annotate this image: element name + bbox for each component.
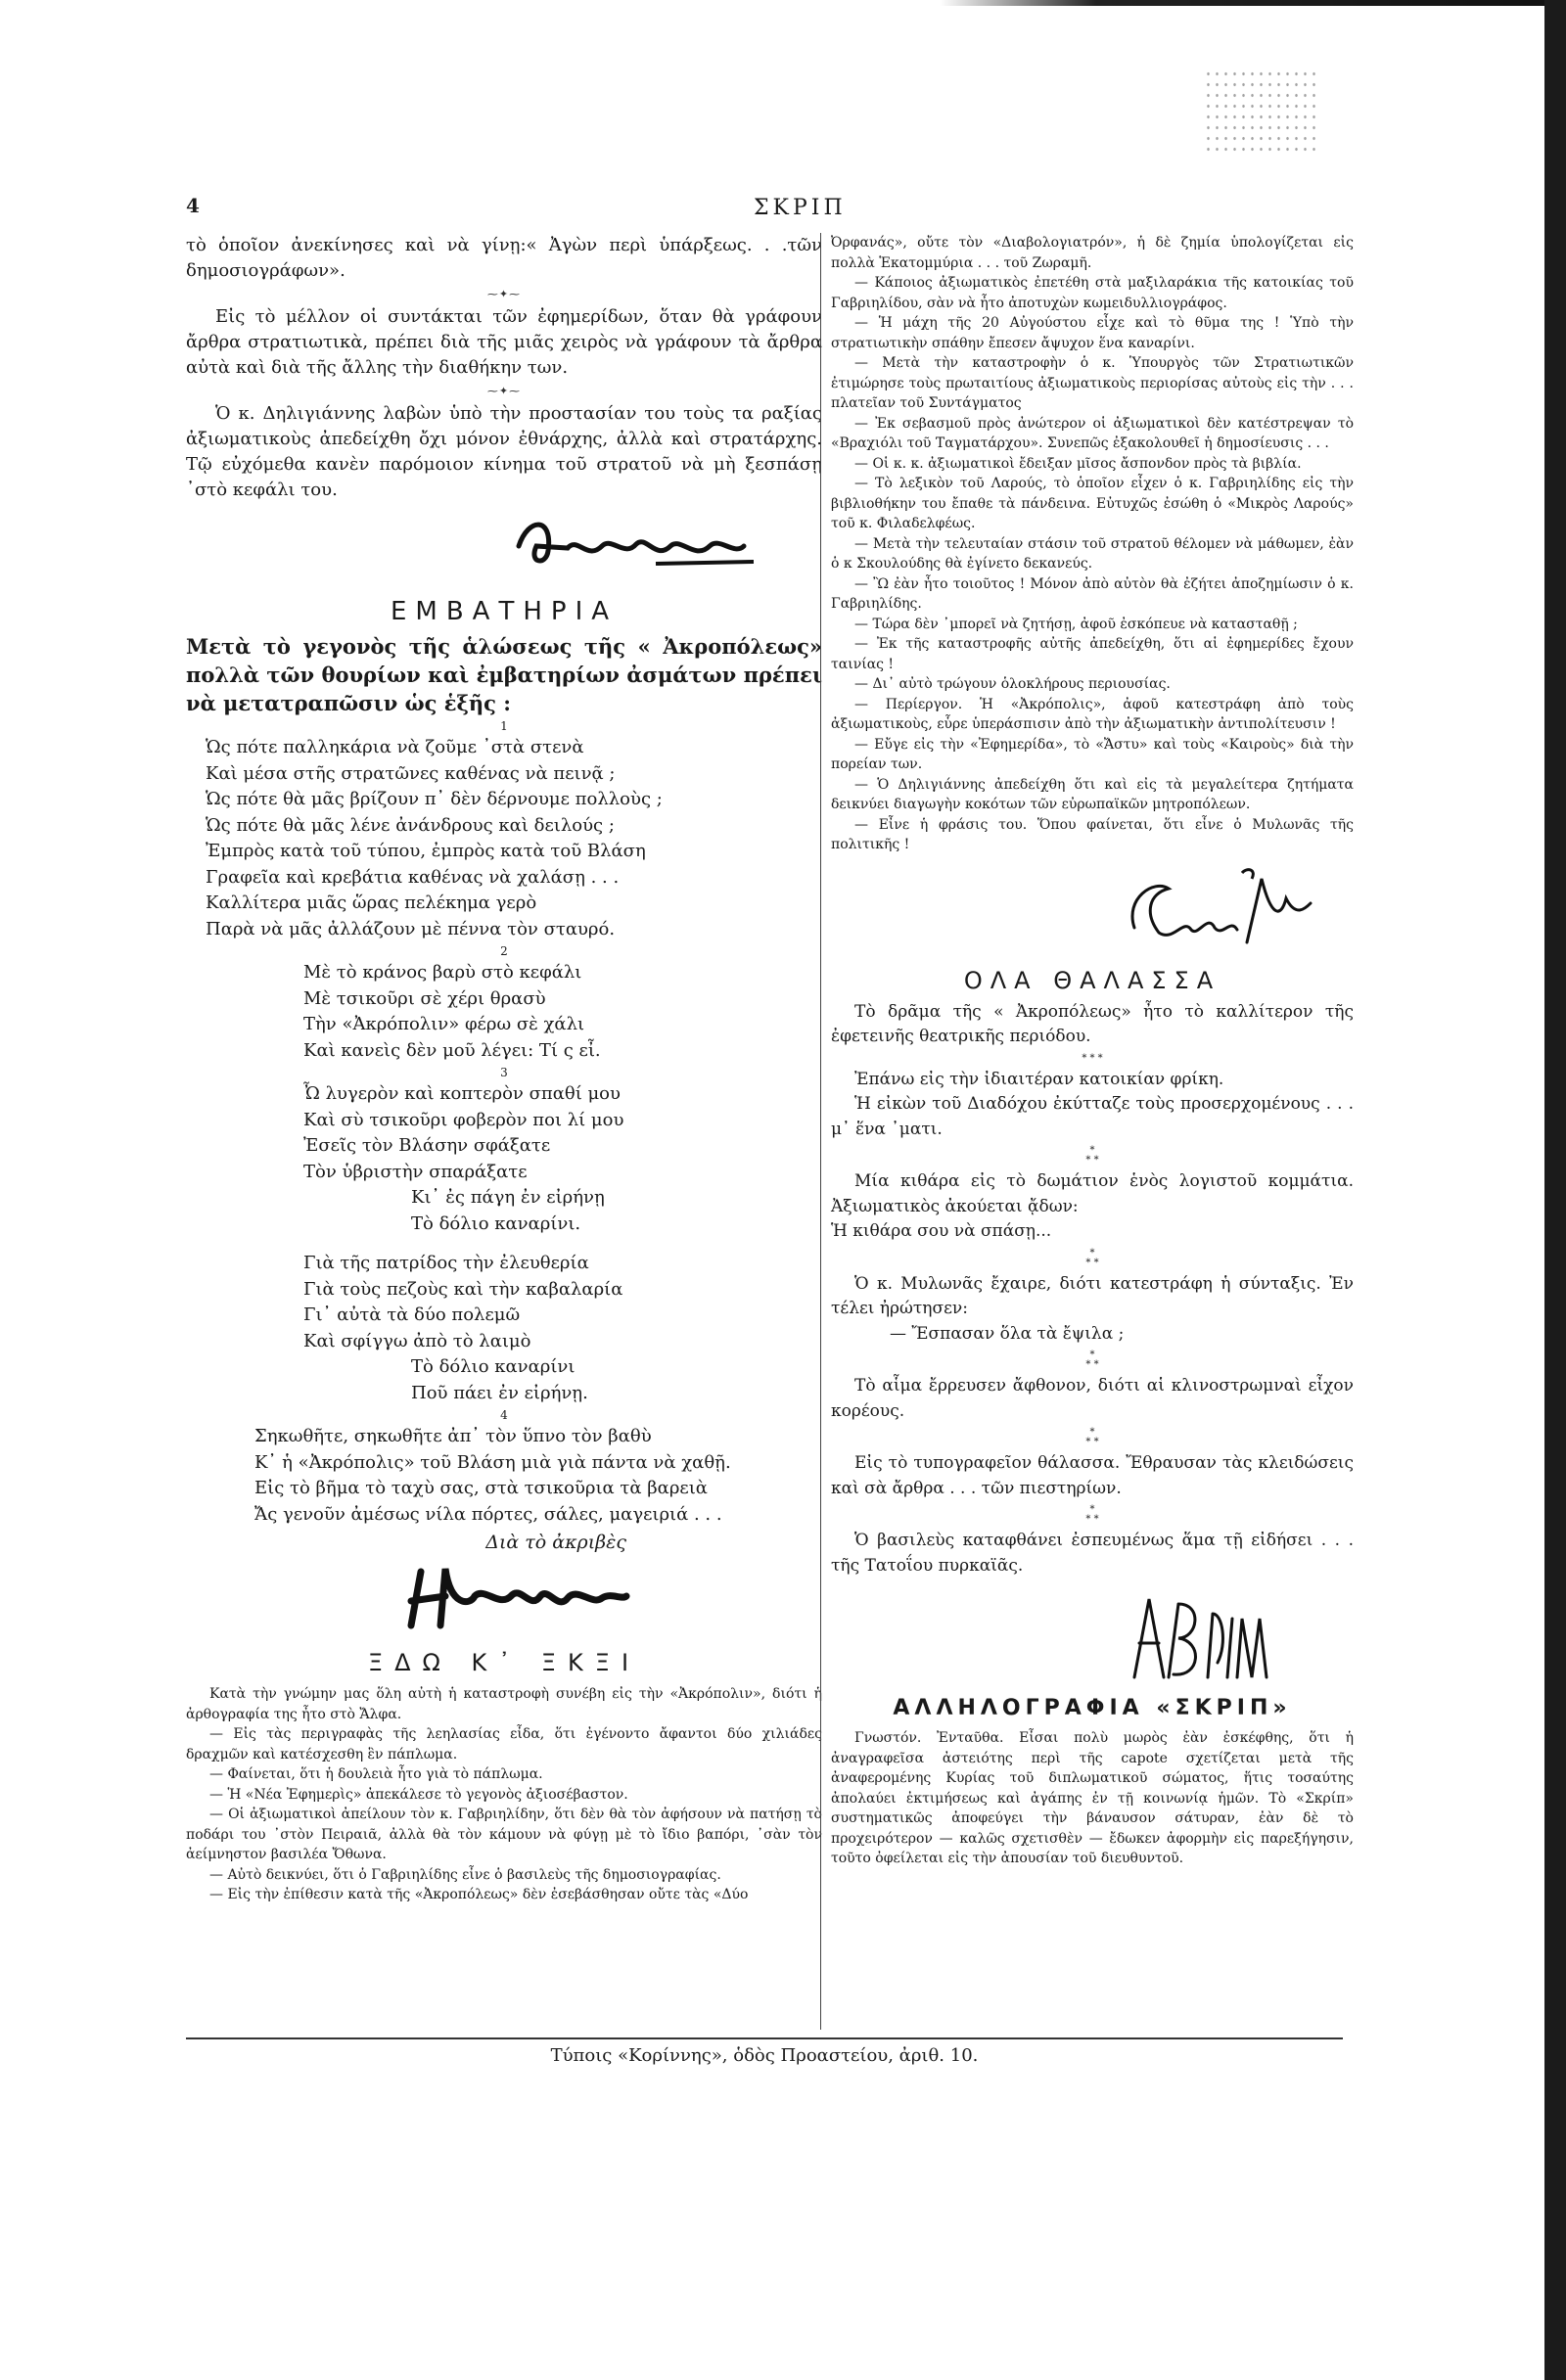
intro-text: τὸ ὁποῖον ἀνεκίνησες καὶ νὰ γίνῃ:« Ἀγὼν περὶ ὑπάρξεως. . .τῶν δημοσιογράφων». [186, 235, 822, 281]
section-title: ΟΛΑ ΘΑΛΑΣΣΑ [963, 966, 1221, 994]
verse-line: Ὡς πότε θὰ μᾶς βρίζουν π᾽ δὲν δέρνουμε πολλοὺς ; [206, 789, 663, 809]
news-item: — Μετὰ τὴν καταστροφὴν ὁ κ. Ὑπουργὸς τῶν Στρατιωτικῶν ἐτιμώρησε τοὺς πρωταιτίους ἀξιωματικοὺς περιορίσας αὐτοὺς εἰς τὴν . . . πλατεῖαν τοῦ Συντάγματος [831, 355, 1354, 411]
star-divider: * * * [1082, 1052, 1103, 1064]
verse-line: Μὲ τὸ κράνος βαρὺ στὸ κεφάλι [303, 962, 582, 983]
stanza-4 [186, 1424, 822, 1528]
verse-line: Καλλίτερα μιᾶς ὥρας πελέκημα γερὸ [206, 892, 537, 913]
news-item: — Ἡ «Νέα Ἐφημερὶς» ἀπεκάλεσε τὸ γεγονὸς ἀξιοσέβαστον. [209, 1786, 628, 1803]
paragraph: Τὸ δρᾶμα τῆς « Ἀκροπόλεως» ἦτο τὸ καλλίτερον τῆς ἐφετεινῆς θεατρικῆς περιόδου. [831, 1001, 1354, 1046]
page-number: 4 [186, 194, 200, 217]
stanza-1 [186, 735, 822, 942]
section-title: ΑΛΛΗΛΟΓΡΑΦΙΑ «ΣΚΡΙΠ» [893, 1696, 1292, 1720]
paragraph: Μία κιθάρα εἰς τὸ δωμάτιον ἑνὸς λογιστοῦ κομμάτια. Ἀξιωματικὸς ἀκούεται ᾄδων: [831, 1171, 1354, 1216]
signature-block [186, 503, 822, 593]
news-item: — Τὸ λεξικὸν τοῦ Λαρούς, τὸ ὁποῖον εἶχεν ὁ κ. Γαβριηλίδης εἰς τὴν βιβλιοθήκην του ἔπαθε τὰ πάνδεινα. Εὐτυχῶς ἐσώθη ὁ «Μικρὸς Λαρούς» τοῦ κ. Φιλαδελφέως. [831, 476, 1354, 531]
verse-line: Τὸν ὑβριστὴν σπαράξατε [303, 1161, 528, 1182]
verse-line: Τὸ δόλιο καναρίνι. [411, 1213, 581, 1234]
ornament-divider: ⁓✦⁓ [486, 385, 522, 397]
news-item: — Φαίνεται, ὅτι ἡ δουλειὰ ἦτο γιὰ τὸ πάπλωμα. [209, 1766, 543, 1782]
star-divider: * * * [1085, 1247, 1099, 1268]
verse-line: Εἰς τὸ βῆμα τὸ ταχὺ σας, στὰ τσικοῦρια τὰ βαρειὰ [254, 1478, 708, 1498]
news-item: — Εὔγε εἰς τὴν «Ἐφημερίδα», τὸ «Ἄστυ» καὶ τοὺς «Καιροὺς» διὰ τὴν πορείαν των. [831, 736, 1354, 772]
news-item: — Περίεργον. Ἡ «Ἀκρόπολις», ἀφοῦ κατεστράφη ἀπὸ τοὺς ἀξιωματικοὺς, εὗρε ὑπεράσπισιν ἀπὸ τὴν ἀξιωματικὴν ἀντιπολίτευσιν ! [831, 696, 1354, 732]
ornament-divider: ⁓✦⁓ [486, 288, 522, 300]
news-item: — Ἐκ σεβασμοῦ πρὸς ἀνώτερον οἱ ἀξιωματικοὶ δὲν κατέστρεψαν τὸ «Βραχιόλι τοῦ Ταγματάρχου». Συνεπῶς ἐξακολουθεῖ ἡ δημοσίευσις . . . [831, 415, 1354, 451]
star-divider: * * * [1085, 1504, 1099, 1525]
right-column [820, 233, 1354, 2030]
news-item: Κατὰ τὴν γνώμην μας ὅλη αὐτὴ ἡ καταστροφὴ συνέβη εἰς τὴν «Ἀκρόπολιν», διότι ἡ ἀρθογραφία της ἦτο στὸ Ἄλφα. [186, 1686, 822, 1722]
verse-line: Παρὰ νὰ μᾶς ἀλλάζουν μὲ πέννα τὸν σταυρό. [206, 918, 616, 939]
correspondence-text: Γνωστόν. Ἐνταῦθα. Εἶσαι πολὺ μωρὸς ἐὰν ἐσκέφθης, ὅτι ἡ ἀναγραφεῖσα ἀστειότης περὶ τῆς capote σχετίζεται μετὰ τῆς ἀναφερομένης Κυρίας τοῦ διπλωματικοῦ σώματος, ἥτις τοσαύτης ἀπολαύει ἐκτιμήσεως καὶ ἀγάπης ἐν τῇ κοινωνίᾳ ἡμῶν. Τὸ «Σκρίπ» συστηματικῶς ἀποφεύγει τὴν βάναυσον σάτυραν, ἐὰν δὲ τὸ προχειρότερον — καλῶς σχετισθὲν — ἔδωκεν ἀφορμὴν εἰς παρεξήγησιν, τοῦτο ὀφείλεται εἰς τὴν ἀπουσίαν τοῦ διευθυντοῦ. [831, 1730, 1354, 1866]
printer-imprint: Τύποις «Κορίννης», ὁδὸς Προαστείου, ἀριθ. 10. [186, 2037, 1343, 2066]
section-title: ΕΜΒΑΤΗΡΙΑ [390, 597, 619, 626]
paragraph: Ἡ εἰκὼν τοῦ Διαδόχου ἐκύτταζε τοὺς προσερχομένους . . . μ᾽ ἕνα ᾽ματι. [831, 1094, 1354, 1139]
paragraph: Εἰς τὸ μέλλον οἱ συντάκται τῶν ἐφημερίδων, ὅταν θὰ γράφουν ἄρθρα στρατιωτικὰ, πρέπει διὰ τῆς μιᾶς χειρὸς νὰ γράφουν τὰ ἄρθρα αὐτὰ καὶ διὰ τῆς ἄλλης τὴν διαθήκην των. [186, 306, 822, 378]
verse-line: Γιὰ τοὺς πεζοὺς καὶ τὴν καβαλαρία [303, 1278, 623, 1300]
verse-line: Ἐμπρὸς κατὰ τοῦ τύπου, ἐμπρὸς κατὰ τοῦ Βλάση [206, 841, 646, 861]
paragraph: Εἰς τὸ τυπογραφεῖον θάλασσα. Ἔθραυσαν τὰς κλειδώσεις καὶ σὰ ἄρθρα . . . τῶν πιεστηρίων. [831, 1453, 1354, 1498]
news-item: — Ὢ ἐὰν ἦτο τοιοῦτος ! Μόνον ἀπὸ αὐτὸν θὰ ἐζήτει ἀποζημίωσιν ὁ κ. Γαβριηλίδης. [831, 575, 1354, 612]
verse-line: Καὶ σὺ τσικοῦρι φοβερὸν ποι λί μου [303, 1109, 624, 1130]
verse-line: Καὶ κανεὶς δὲν μοῦ λέγει: Τί ς εἶ. [303, 1039, 601, 1061]
star-divider: * * * [1085, 1145, 1099, 1166]
signature-sketch-2 [392, 1557, 636, 1639]
verse-line: Ὡς πότε παλληκάρια νὰ ζοῦμε ᾽στὰ στενὰ [206, 737, 584, 757]
paragraph: Ὁ βασιλεὺς καταφθάνει ἐσπευμένως ἅμα τῇ εἰδήσει . . . τῆς Τατοΐου πυρκαϊᾶς. [831, 1531, 1354, 1576]
paragraph: Ὁ κ. Δηλιγιάννης λαβὼν ὑπὸ τὴν προστασίαν του τοὺς τα ραξίας ἀξιωματικοὺς ἀπεδείχθη ὄχι μόνον ἐθνάρχης, ἀλλὰ καὶ στρατάρχης. Τῷ εὐχόμεθα κανὲν παρόμοιον κίνημα τοῦ στρατοῦ νὰ μὴ ξεσπάσῃ ᾽στὸ κεφάλι του. [186, 403, 822, 500]
scan-noise [1204, 69, 1321, 157]
verse-line: Ἄς γενοῦν ἀμέσως νίλα πόρτες, σάλες, μαγειριά . . . [254, 1503, 722, 1525]
news-item: — Οἱ κ. κ. ἀξιωματικοὶ ἔδειξαν μῖσος ἄσπονδον πρὸς τὰ βιβλία. [854, 455, 1302, 472]
verse-line: Ποῦ πάει ἐν εἰρήνῃ. [411, 1382, 588, 1403]
news-item: — Δι᾽ αὐτὸ τρώγουν ὁλοκλήρους περιουσίας. [854, 676, 1171, 692]
paragraph: Ὁ κ. Μυλωνᾶς ἔχαιρε, διότι κατεστράφη ἡ σύνταξις. Ἐν τέλει ἠρώτησεν: [831, 1273, 1354, 1318]
verse-line: Σηκωθῆτε, σηκωθῆτε ἀπ᾽ τὸν ὕπνο τὸν βαθὺ [254, 1426, 652, 1446]
stanza-number: 1 [500, 719, 508, 733]
news-item: — Εἰς τὰς περιγραφὰς τῆς λεηλασίας εἶδα, ὅτι ἐγένοντο ἄφαντοι δύο χιλιάδες δραχμῶν καὶ κατέσχεσθη ἓν πάπλωμα. [186, 1726, 822, 1762]
verse-line: Ὡς πότε θὰ μᾶς λένε ἀνάνδρους καὶ δειλούς ; [206, 814, 615, 836]
verse-line: Τὴν «Ἀκρόπολιν» φέρω σὲ χάλι [303, 1014, 585, 1034]
star-divider: * * * [1085, 1427, 1099, 1447]
left-column [186, 233, 822, 1905]
paragraph: Τὸ αἷμα ἔρρευσεν ἄφθονον, διότι αἱ κλινοστρωμναὶ εἶχον κορέους. [831, 1376, 1354, 1421]
news-item: — Ὁ Δηλιγιάννης ἀπεδείχθη ὅτι καὶ εἰς τὰ μεγαλείτερα ζητήματα δεικνύει διαγωγὴν κοκότων τῶν εὐρωπαϊκῶν μητροπόλεων. [831, 776, 1354, 812]
verse-line: Μὲ τσικοῦρι σὲ χέρι θρασὺ [303, 987, 546, 1009]
stanza-number: 2 [500, 944, 508, 958]
verse-line: Γιὰ τῆς πατρίδος τὴν ἐλευθερία [303, 1253, 589, 1273]
stanza-number: 3 [500, 1066, 508, 1079]
news-item: — Ἡ μάχη τῆς 20 Αὐγούστου εἶχε καὶ τὸ θῦμα της ! Ὑπὸ τὴν στρατιωτικὴν σπάθην ἔπεσεν ἄψυχον ἕνα καναρίνι. [831, 315, 1354, 351]
verse-line: Γι᾽ αὐτὰ τὰ δύο πολεμῶ [303, 1304, 521, 1325]
lead-paragraph: Μετὰ τὸ γεγονὸς τῆς ἁλώσεως τῆς « Ἀκροπόλεως» πολλὰ τῶν θουρίων καὶ ἐμβατηρίων ἀσμάτων πρέπει νὰ μετατραπῶσιν ὡς ἑξῆς : [186, 634, 822, 715]
news-item: — Εἶνε ἡ φράσις του. Ὅπου φαίνεται, ὅτι εἶνε ὁ Μυλωνᾶς τῆς πολιτικῆς ! [831, 816, 1354, 852]
stanza-2 [186, 960, 822, 1064]
signature-sketch-3 [1115, 859, 1320, 961]
verse-line: Καὶ μέσα στῆς στρατῶνες καθένας νὰ πεινᾷ ; [206, 762, 616, 784]
signature-block [831, 1579, 1354, 1696]
verse-line: Καὶ σφίγγω ἀπὸ τὸ λαιμὸ [303, 1330, 531, 1351]
verse-line: Γραφεῖα καὶ κρεβάτια καθένας νὰ χαλάσῃ . . . [206, 866, 620, 888]
stanza-3b [186, 1251, 822, 1406]
signature-block [186, 1557, 822, 1643]
verse-line: Ἐσεῖς τὸν Βλάσην σφάξατε [303, 1135, 551, 1156]
verse-line: Ὦ λυγερὸν καὶ κοπτερὸν σπαθί μου [303, 1083, 621, 1104]
paragraph: Ἐπάνω εἰς τὴν ἰδιαιτέραν κατοικίαν φρίκη. [854, 1069, 1224, 1089]
paragraph: — Ἔσπασαν ὅλα τὰ ἔψιλα ; [890, 1323, 1125, 1344]
scan-edge-top [0, 0, 1566, 6]
signature-sketch-4 [1125, 1584, 1281, 1692]
news-item: — Μετὰ τὴν τελευταίαν στάσιν τοῦ στρατοῦ θέλομεν νὰ μάθωμεν, ἐὰν ὁ κ Σκουλούδης θὰ ἐγίνετο δεκανεύς. [831, 535, 1354, 572]
news-item: — Εἰς τὴν ἐπίθεσιν κατὰ τῆς «Ἀκροπόλεως» δὲν ἐσεβάσθησαν οὔτε τὰς «Δύο [209, 1887, 749, 1902]
signature-block [831, 855, 1354, 961]
star-divider: * * * [1085, 1350, 1099, 1370]
byline: Διὰ τὸ ἀκριβὲς [485, 1532, 626, 1553]
running-head: ΣΚΡΙΠ [754, 196, 847, 220]
scan-edge-right [1544, 0, 1566, 2380]
news-item: — Κάποιος ἀξιωματικὸς ἐπετέθη στὰ μαξιλαράκια τῆς κατοικίας τοῦ Γαβριηλίδου, σὰν νὰ ἦτο ἀποτυχὼν κωμειδυλλιογράφος. [831, 275, 1354, 311]
news-item: — Οἱ ἀξιωματικοὶ ἀπείλουν τὸν κ. Γαβριηλίδην, ὅτι δὲν θὰ τὸν ἀφήσουν νὰ πατήσῃ τὸ ποδάρι του ᾽στὸν Πειραιᾶ, ἀλλὰ θὰ τὸν κάμουν νὰ φύγῃ μὲ τὸ ἴδιο βαπόρι, ᾽σὰν τὸν ἀείμνηστον βασιλέα Ὄθωνα. [186, 1807, 822, 1862]
news-item: Ὀρφανάς», οὔτε τὸν «Διαβολογιατρόν», ἡ δὲ ζημία ὑπολογίζεται εἰς πολλὰ Ἑκατομμύρια . . . τοῦ Ζωραμῆ. [831, 235, 1354, 271]
stanza-number: 4 [500, 1408, 508, 1422]
signature-sketch-1 [509, 507, 763, 585]
stanza-3 [186, 1081, 822, 1237]
news-item: — Αὐτὸ δεικνύει, ὅτι ὁ Γαβριηλίδης εἶνε ὁ βασιλεὺς τῆς δημοσιογραφίας. [209, 1866, 721, 1883]
news-item: — Ἐκ τῆς καταστροφῆς αὐτῆς ἀπεδείχθη, ὅτι αἱ ἐφημερίδες ἔχουν ταινίας ! [831, 636, 1354, 672]
verse-line: Τὸ δόλιο καναρίνι [411, 1356, 576, 1377]
section-title: ΞΔΩ Κ᾽ ΞΚΞΙ [367, 1649, 641, 1676]
news-item: — Τώρα δὲν ᾽μπορεῖ νὰ ζητήσῃ, ἀφοῦ ἐσκόπευε νὰ κατασταθῇ ; [854, 616, 1298, 632]
verse-line: Κι᾽ ἐς πάγη ἐν εἰρήνῃ [411, 1187, 605, 1208]
verse-line: Κ᾽ ἡ «Ἀκρόπολις» τοῦ Βλάση μιὰ γιὰ πάντα νὰ χαθῇ. [254, 1451, 731, 1473]
paragraph: Ἡ κιθάρα σου νὰ σπάσῃ... [831, 1221, 1052, 1241]
